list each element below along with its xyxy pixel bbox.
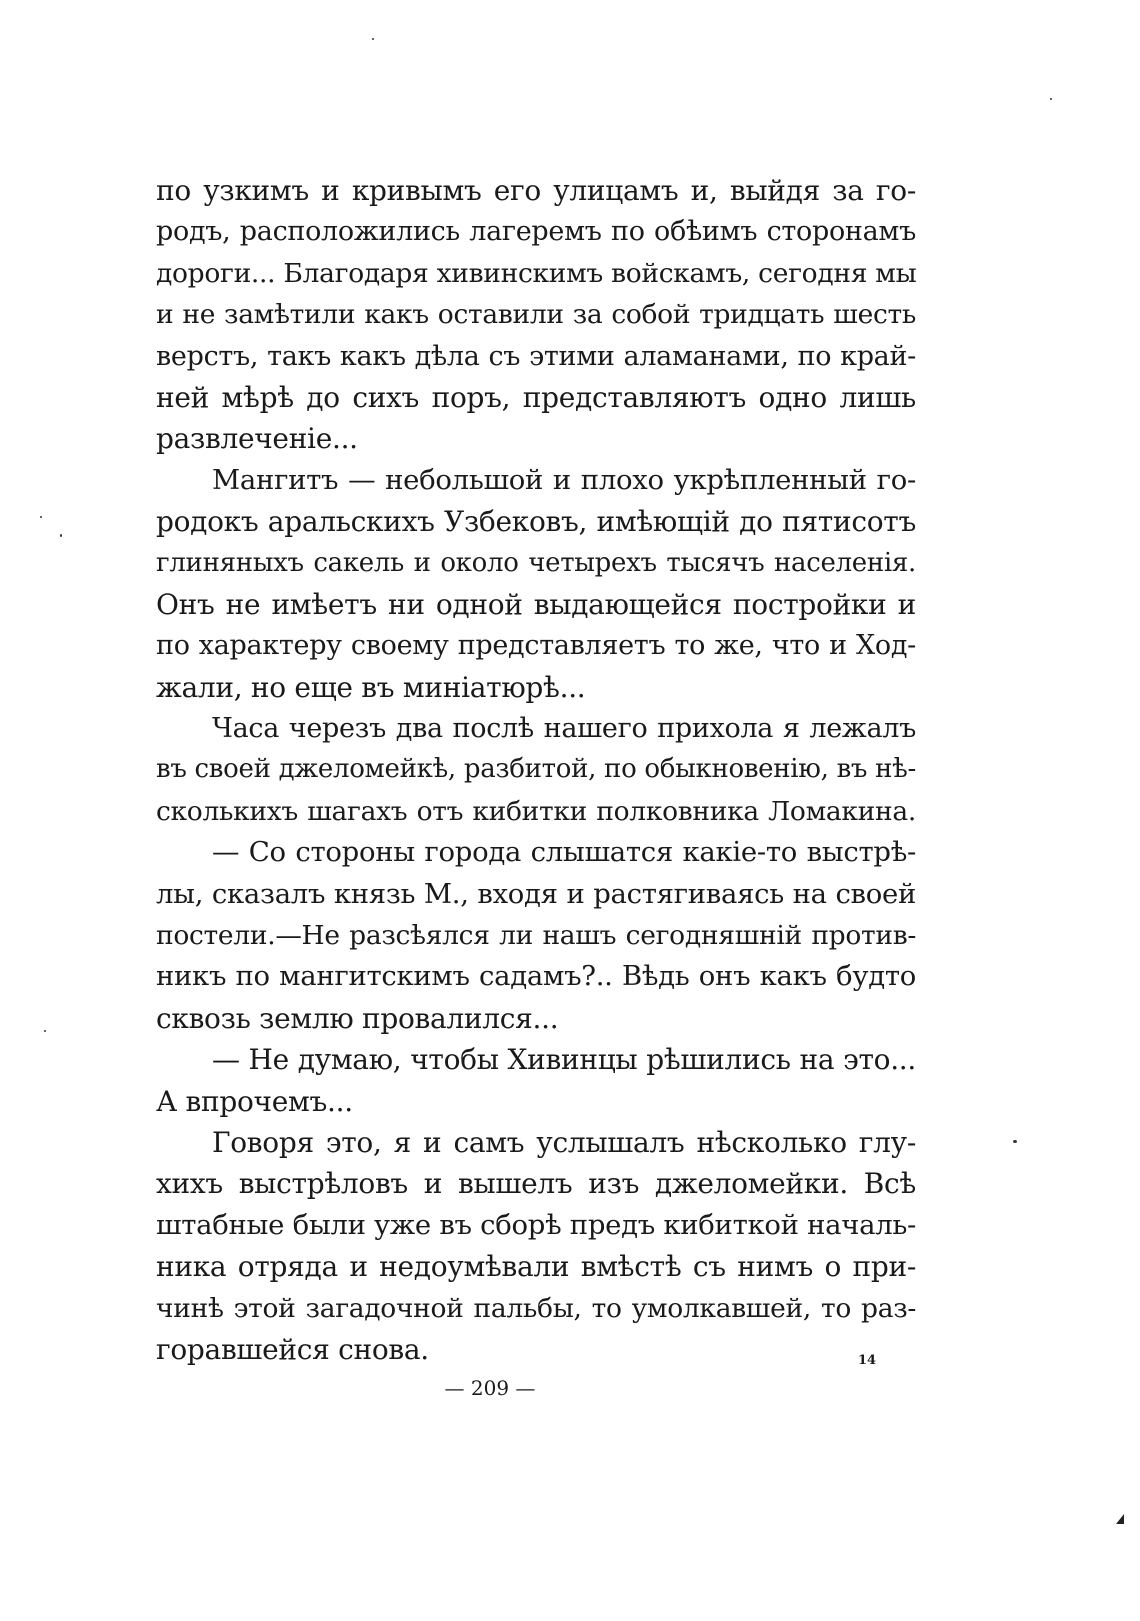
text-line: Мангитъ — небольшой и плохо укрѣпленный го- bbox=[212, 463, 916, 496]
text-line: хихъ выстрѣловъ и вышелъ изъ джеломейки. Всѣ bbox=[156, 1167, 916, 1201]
text-line: постели.—Не разсѣялся ли нашъ сегодняшній против- bbox=[156, 920, 916, 952]
text-line: Часа черезъ два послѣ нашего прихола я лежалъ bbox=[212, 713, 916, 745]
body-text bbox=[156, 170, 916, 1370]
scan-speck bbox=[372, 38, 374, 40]
text-line: Онъ не имѣетъ ни одной выдающейся постройки и bbox=[156, 587, 916, 621]
text-line: ника отряда и недоумѣвали вмѣстѣ съ нимъ о при- bbox=[156, 1250, 916, 1284]
text-line: родокъ аральскихъ Узбековъ, имѣющій до пятисотъ bbox=[156, 505, 916, 539]
scan-corner-mark bbox=[1116, 1514, 1124, 1524]
text-line: горавшейся снова. bbox=[156, 1332, 429, 1366]
text-line: въ своей джеломейкѣ, разбитой, по обыкновенію, въ нѣ- bbox=[156, 754, 917, 785]
text-line: развлеченіе... bbox=[156, 422, 358, 456]
text-line: чинѣ этой загадочной пальбы, то умолкавшей, то раз- bbox=[156, 1292, 916, 1324]
scan-speck bbox=[40, 516, 42, 518]
text-line: по характеру своему представляетъ то же, что и Ход- bbox=[156, 630, 916, 662]
text-line: дороги... Благодаря хивинскимъ войскамъ, сегодня мы bbox=[156, 257, 917, 289]
text-line: лы, сказалъ князь М., входя и растягиваясь на своей bbox=[156, 877, 916, 910]
page-number: — 209 — bbox=[444, 1376, 536, 1400]
text-line: сквозь землю провалился... bbox=[156, 1001, 559, 1035]
text-line: родъ, расположились лагеремъ по обѣимъ сторонамъ bbox=[156, 216, 916, 248]
text-line: — Со стороны города слышатся какіе-то выстрѣ- bbox=[212, 836, 916, 869]
text-line: и не замѣтили какъ оставили за собой тридцать шесть bbox=[156, 299, 916, 331]
text-line: жали, но еще въ миніатюрѣ... bbox=[156, 670, 586, 704]
scan-speck bbox=[1013, 1140, 1017, 1143]
scan-speck bbox=[1050, 98, 1052, 100]
signature-mark: 14 bbox=[858, 1353, 877, 1368]
text-line: верстъ, такъ какъ дѣла съ этими аламанами, по край- bbox=[156, 340, 916, 372]
text-line: — Не думаю, чтобы Хивинцы рѣшились на это... bbox=[212, 1043, 916, 1077]
scan-speck bbox=[44, 1030, 46, 1032]
text-line: Говоря это, я и самъ услышалъ нѣсколько глу- bbox=[212, 1125, 916, 1159]
text-line: ней мѣрѣ до сихъ поръ, представляютъ одно лишь bbox=[156, 380, 916, 414]
text-line: сколькихъ шагахъ отъ кибитки полковника Ломакина. bbox=[156, 795, 916, 827]
text-line: штабные были уже въ сборѣ предъ кибиткой началь- bbox=[156, 1208, 917, 1241]
text-line: по узкимъ и кривымъ его улицамъ и, выйдя за го- bbox=[156, 174, 916, 207]
text-line: А впрочемъ... bbox=[156, 1084, 353, 1118]
text-line: глиняныхъ сакель и около четырехъ тысячъ населенія. bbox=[156, 547, 916, 578]
scan-speck bbox=[60, 534, 62, 537]
text-line: никъ по мангитскимъ садамъ?.. Вѣдь онъ какъ будто bbox=[156, 960, 916, 993]
